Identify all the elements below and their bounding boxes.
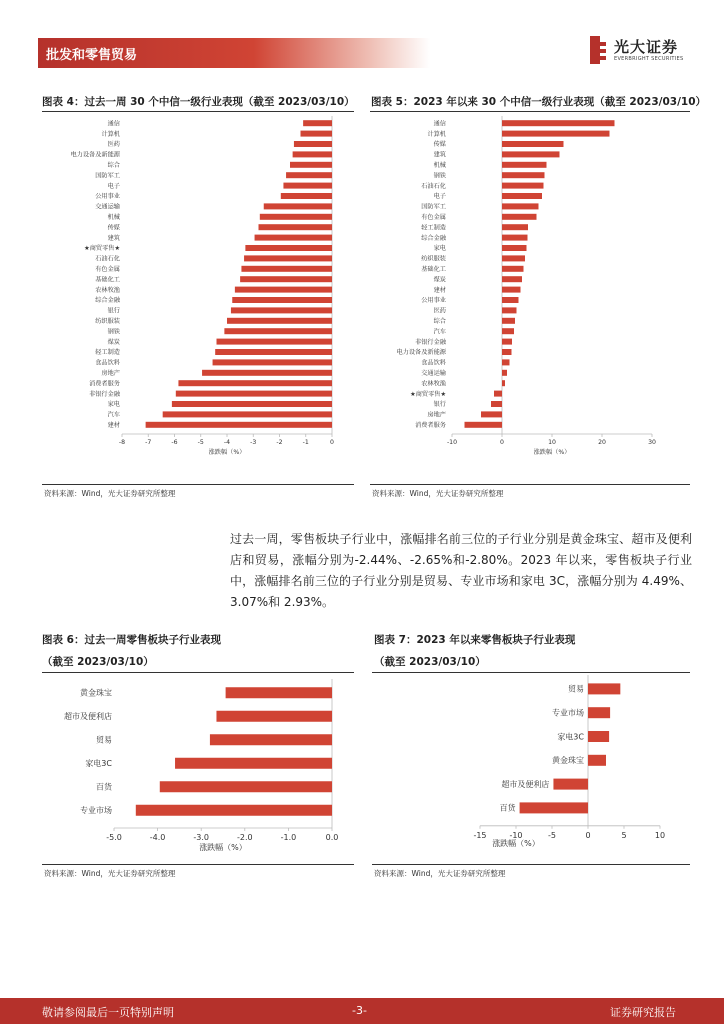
chart4-category-label: 基础化工 — [95, 276, 120, 284]
chart5-category-label: 电力设备及新能源 — [396, 349, 446, 357]
chart5-bottom-rule — [370, 484, 690, 485]
chart5-x-axis-label: 涨跌幅（%） — [533, 449, 571, 456]
chart7-category-label: 家电3C — [557, 732, 584, 742]
chart7-bar — [588, 683, 620, 694]
chart4-bar — [202, 370, 332, 376]
chart6-source: 资料来源：Wind，光大证券研究所整理 — [44, 869, 176, 878]
chart4-tick-label: -7 — [145, 439, 152, 447]
chart4-bar — [260, 214, 332, 220]
chart6-title: 图表 6：过去一周零售板块子行业表现 — [42, 634, 221, 646]
chart4-category-label: 轻工制造 — [95, 349, 120, 357]
chart4-category-label: 国防军工 — [95, 172, 120, 180]
section-header-bar — [38, 38, 430, 68]
brand-name-cn: 光大证券 — [614, 38, 679, 56]
chart6-tick-label: -2.0 — [236, 833, 253, 842]
chart4-x-axis-label: 涨跌幅（%） — [208, 449, 246, 456]
chart5-bar — [502, 328, 514, 334]
chart4-category-label: 综合 — [107, 161, 120, 169]
chart4-bar — [255, 235, 332, 241]
chart7-bar — [520, 802, 588, 813]
brand-name-en: EVERBRIGHT SECURITIES — [614, 56, 684, 62]
chart6-bar — [210, 734, 332, 745]
chart5-category-label: 建材 — [433, 286, 446, 294]
chart4-bar — [232, 297, 332, 303]
chart4-bar — [303, 120, 332, 126]
chart5-category-label: 传媒 — [433, 141, 446, 149]
chart4-category-label: 公用事业 — [95, 193, 120, 201]
chart4-bar — [224, 328, 332, 334]
chart6-tick-label: -1.0 — [280, 833, 297, 842]
chart7-subtitle: （截至 2023/03/10） — [374, 656, 486, 668]
chart5-category-label: 银行 — [433, 401, 446, 409]
chart6-tick-label: -5.0 — [106, 833, 122, 842]
chart4-bar — [217, 339, 333, 345]
chart4-category-label: 非银行金融 — [89, 390, 120, 398]
chart4-bottom-rule — [42, 484, 354, 485]
chart4-category-label: 医药 — [107, 141, 120, 149]
chart4-category-label: 房地产 — [101, 369, 120, 377]
chart4-category-label: 计算机 — [101, 130, 120, 138]
chart4-source: 资料来源：Wind，光大证券研究所整理 — [44, 489, 176, 498]
chart7-category-label: 贸易 — [568, 684, 584, 694]
chart5-category-label: 纺织服装 — [421, 255, 446, 263]
chart5-category-label: 通信 — [433, 120, 446, 128]
chart6-category-label: 黄金珠宝 — [80, 688, 112, 698]
chart4-category-label: 电子 — [107, 182, 120, 190]
chart5-bar — [502, 297, 519, 303]
chart4-category-label: 电力设备及新能源 — [70, 151, 120, 159]
chart4-bar — [235, 287, 332, 293]
chart4-bar — [231, 307, 332, 313]
chart6-tick-label: -3.0 — [193, 833, 210, 842]
chart4-tick-label: -1 — [302, 439, 309, 447]
chart7-tick-label: -5 — [548, 830, 556, 840]
chart4-bar — [244, 255, 332, 261]
chart5-bar — [465, 422, 503, 428]
chart5-category-label: 有色金属 — [421, 213, 446, 221]
chart5-bar — [502, 203, 539, 209]
chart6-category-label: 专业市场 — [80, 806, 112, 816]
chart5-bar — [502, 307, 517, 313]
chart5-bar — [494, 391, 502, 397]
chart7-bottom-rule — [372, 864, 690, 865]
chart7-tick-label: -10 — [509, 830, 523, 840]
chart4-tick-label: -5 — [197, 439, 204, 447]
chart4-category-label: 银行 — [107, 307, 120, 315]
chart5-bar — [502, 339, 512, 345]
chart4-category-label: 消费者服务 — [89, 380, 120, 388]
chart5-category-label: 医药 — [433, 307, 446, 315]
chart7-tick-label: 5 — [621, 830, 627, 840]
chart6-category-label: 家电3C — [85, 759, 112, 769]
chart5-bar — [502, 266, 524, 272]
chart4-bar — [286, 172, 332, 178]
chart5-tick-label: 10 — [548, 439, 556, 447]
chart7-category-label: 超市及便利店 — [501, 779, 550, 789]
chart4-bar — [264, 203, 332, 209]
chart4-bar — [240, 276, 332, 282]
chart5-bar — [502, 349, 512, 355]
chart4-title: 图表 4：过去一周 30 个中信一级行业表现（截至 2023/03/10） — [42, 96, 355, 108]
chart5-category-label: 汽车 — [433, 328, 446, 336]
chart4-category-label: 机械 — [107, 213, 120, 221]
chart4-category-label: 通信 — [107, 120, 120, 128]
section-title: 批发和零售贸易 — [46, 48, 138, 63]
chart6-bar — [175, 758, 332, 769]
chart4-tick-label: -3 — [250, 439, 257, 447]
chart7-bar — [588, 731, 609, 742]
chart6-category-label: 贸易 — [96, 735, 112, 745]
chart5-bar — [502, 245, 527, 251]
chart4-tick-label: -2 — [276, 439, 283, 447]
chart7-source: 资料来源：Wind，光大证券研究所整理 — [374, 869, 506, 878]
chart5-bar — [502, 120, 615, 126]
chart5-category-label: 钢铁 — [433, 172, 446, 180]
chart5-bar — [502, 162, 547, 168]
chart4-bar — [146, 422, 332, 428]
chart6-tick-label: -4.0 — [149, 833, 166, 842]
chart5-bar — [502, 370, 507, 376]
chart7-bar — [588, 707, 610, 718]
chart6-bottom-rule — [42, 864, 354, 865]
chart5-category-label: 电子 — [433, 193, 446, 201]
chart4-category-label: ★商贸零售★ — [84, 245, 120, 253]
chart7-title: 图表 7：2023 年以来零售板块子行业表现 — [374, 634, 576, 646]
brand-logo — [588, 34, 688, 68]
chart4-category-label: 家电 — [107, 401, 120, 409]
chart4-bar — [294, 141, 332, 147]
chart5-bar — [502, 287, 521, 293]
chart6-x-axis-label: 涨跌幅（%） — [199, 843, 247, 852]
chart5-category-label: 食品饮料 — [421, 359, 446, 367]
chart5-bar — [502, 193, 542, 199]
chart5-category-label: 房地产 — [427, 411, 446, 419]
chart4-category-label: 煤炭 — [107, 338, 120, 346]
chart7-plot — [366, 673, 696, 861]
chart5-category-label: 石油石化 — [421, 182, 446, 190]
chart4-category-label: 纺织服装 — [95, 317, 120, 325]
chart5-category-label: 煤炭 — [433, 276, 446, 284]
chart4-category-label: 交通运输 — [95, 203, 120, 211]
chart4-bar — [241, 266, 332, 272]
chart4-category-label: 综合金融 — [95, 297, 120, 305]
chart5-category-label: 公用事业 — [421, 297, 446, 305]
chart7-category-label: 专业市场 — [552, 708, 584, 718]
chart4-category-label: 农林牧渔 — [95, 286, 120, 294]
chart5-category-label: 计算机 — [427, 130, 446, 138]
chart5-tick-label: -10 — [446, 439, 458, 447]
page-number: -3- — [352, 1004, 367, 1017]
chart4-bar — [301, 131, 333, 137]
chart6-bar — [136, 805, 332, 816]
chart5-category-label: 轻工制造 — [421, 224, 446, 232]
chart5-tick-label: 20 — [598, 439, 606, 447]
footer-report-type: 证券研究报告 — [610, 1006, 676, 1019]
chart7-category-label: 百货 — [499, 803, 516, 813]
chart5-title: 图表 5：2023 年以来 30 个中信一级行业表现（截至 2023/03/10） — [371, 96, 707, 108]
chart5-category-label: 农林牧渔 — [421, 380, 446, 388]
chart5-category-label: ★商贸零售★ — [410, 390, 446, 398]
chart5-bar — [502, 276, 522, 282]
chart4-bar — [227, 318, 332, 324]
chart5-category-label: 基础化工 — [421, 265, 446, 273]
chart4-bar — [215, 349, 332, 355]
chart7-bar — [588, 755, 606, 766]
chart4-category-label: 钢铁 — [107, 328, 120, 336]
chart6-bar — [226, 687, 332, 698]
footer-disclaimer: 敬请参阅最后一页特别声明 — [42, 1006, 174, 1019]
chart5-bar — [502, 131, 610, 137]
chart5-category-label: 综合 — [433, 317, 446, 325]
chart4-bar — [176, 391, 332, 397]
chart4-category-label: 有色金属 — [95, 265, 120, 273]
chart7-x-axis-label: 涨跌幅（%） — [492, 838, 540, 848]
chart5-source: 资料来源：Wind，光大证券研究所整理 — [372, 489, 504, 498]
chart5-category-label: 综合金融 — [421, 234, 446, 242]
chart4-bar — [290, 162, 332, 168]
chart5-bar — [502, 255, 525, 261]
chart4-tick-label: -6 — [171, 439, 178, 447]
chart5-plot — [366, 112, 696, 484]
chart4-bar — [245, 245, 332, 251]
chart4-tick-label: -8 — [118, 439, 126, 447]
chart5-category-label: 机械 — [433, 161, 446, 169]
chart4-category-label: 汽车 — [107, 411, 120, 419]
chart5-category-label: 交通运输 — [421, 369, 446, 377]
logo-mark-icon — [588, 36, 606, 64]
chart7-tick-label: 10 — [654, 830, 666, 840]
chart7-bar — [553, 779, 588, 790]
chart6-bar — [160, 781, 332, 792]
chart4-bar — [283, 183, 332, 189]
chart6-plot — [38, 673, 358, 861]
chart4-bar — [172, 401, 332, 407]
chart4-bar — [293, 151, 332, 157]
chart4-plot — [38, 112, 358, 484]
chart5-bar — [502, 141, 564, 147]
chart7-tick-label: 0 — [585, 830, 591, 840]
chart5-bar — [502, 172, 545, 178]
chart6-category-label: 百货 — [96, 782, 112, 792]
chart6-tick-label: 0.0 — [325, 833, 339, 842]
chart4-category-label: 石油石化 — [95, 255, 120, 263]
chart4-bar — [213, 359, 332, 365]
chart4-category-label: 建材 — [107, 421, 120, 429]
chart5-category-label: 国防军工 — [421, 203, 446, 211]
chart4-category-label: 传媒 — [107, 224, 120, 232]
chart4-tick-label: 0 — [330, 439, 334, 447]
chart4-bar — [178, 380, 332, 386]
analysis-paragraph: 过去一周，零售板块子行业中，涨幅排名前三位的子行业分别是黄金珠宝、超市及便利店和贸易，涨幅分别为-2.44%、-2.65%和-2.80%。2023 年以来，零售板块子行业中，涨幅排名前三位的子行业分别是贸易、专业市场和家电 3C，涨幅分别为 4.49%、3.07%和 2.93%。 — [230, 532, 692, 609]
chart4-bar — [163, 411, 332, 417]
chart5-category-label: 家电 — [433, 245, 446, 253]
chart5-bar — [502, 151, 560, 157]
chart6-subtitle: （截至 2023/03/10） — [42, 656, 154, 668]
chart5-bar — [502, 214, 537, 220]
chart5-bar — [502, 235, 528, 241]
chart7-category-label: 黄金珠宝 — [552, 756, 584, 766]
chart5-bar — [502, 224, 528, 230]
chart4-bar — [259, 224, 333, 230]
chart5-category-label: 建筑 — [433, 151, 446, 159]
chart4-bar — [281, 193, 332, 199]
chart5-tick-label: 30 — [648, 439, 656, 447]
chart5-bar — [502, 359, 510, 365]
chart5-tick-label: 0 — [500, 439, 504, 447]
chart5-bar — [502, 183, 544, 189]
chart5-category-label: 消费者服务 — [415, 421, 446, 429]
chart7-tick-label: -15 — [473, 830, 487, 840]
chart6-bar — [216, 711, 332, 722]
chart5-bar — [481, 411, 502, 417]
chart4-category-label: 建筑 — [107, 234, 120, 242]
chart6-category-label: 超市及便利店 — [64, 712, 112, 722]
chart5-bar — [502, 318, 515, 324]
page-footer — [0, 998, 724, 1024]
chart4-category-label: 食品饮料 — [95, 359, 120, 367]
chart4-tick-label: -4 — [223, 439, 231, 447]
chart5-bar — [502, 380, 505, 386]
chart5-bar — [491, 401, 502, 407]
chart5-category-label: 非银行金融 — [415, 338, 446, 346]
